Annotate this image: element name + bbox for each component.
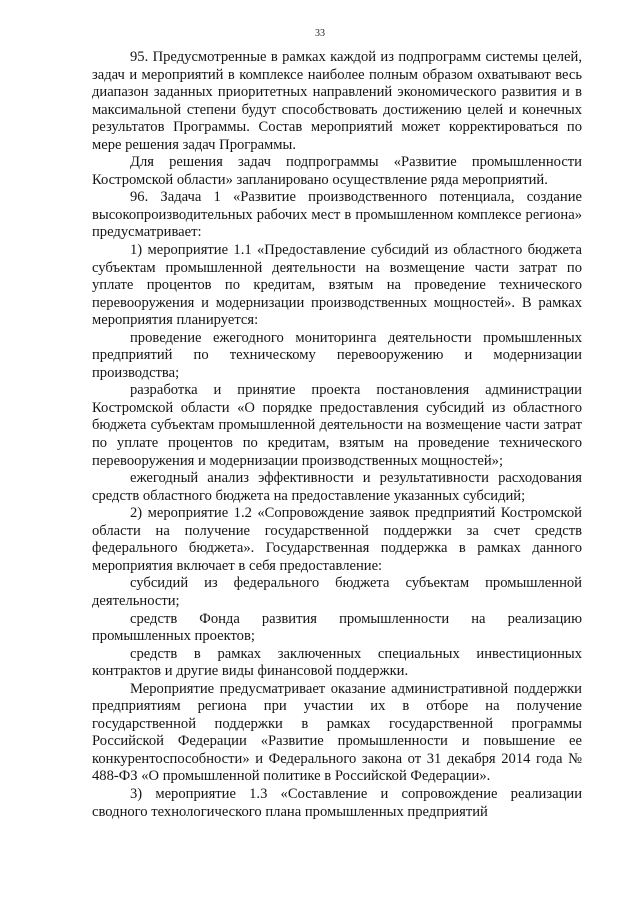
paragraph-annual-analysis: ежегодный анализ эффективности и результативности расходования средств областного бюджета на предоставление указанных субсидий; [92, 470, 582, 504]
paragraph-investment-contracts: средств в рамках заключенных специальных инвестиционных контрактов и другие виды финансовой поддержки. [92, 645, 582, 680]
paragraph-subprogram-intro: Для решения задач подпрограммы «Развитие промышленности Костромской области» запланировано осуществление ряда мероприятий. [92, 154, 582, 188]
paragraph-95: 95. Предусмотренные в рамках каждой из подпрограмм системы целей, задач и мероприятий в комплексе наиболее полным образом охватывают весь диапазон заданных приоритетных направлений экономического развития и в максимальной степени будут способствовать достижению целей и конечных результатов Программы. Состав мероприятий может корректироваться по мере решения задач Программы. [92, 49, 582, 153]
paragraph-federal-subsidies: субсидий из федерального бюджета субъектам промышленной деятельности; [92, 575, 582, 609]
paragraph-measure-1-3: 3) мероприятие 1.3 «Составление и сопровождение реализации сводного технологического плана промышленных предприятий [92, 785, 582, 820]
paragraph-administrative-support: Мероприятие предусматривает оказание административной поддержки предприятиям региона при участии их в отборе на получение государственной поддержки в рамках государственной программы Российской Федерации «Развитие промышленности и повышение ее конкурентоспособности» и Федерального закона от 31 декабря 2014 года № 488-ФЗ «О промышленной политике в Российской Федерации». [92, 680, 582, 785]
body-text [92, 49, 582, 821]
paragraph-measure-1-2: 2) мероприятие 1.2 «Сопровождение заявок предприятий Костромской области на получение государственной поддержки за счет средств федерального бюджета». Государственная поддержка в рамках данного мероприятия включает в себя предоставление: [92, 505, 582, 574]
paragraph-96-task-1: 96. Задача 1 «Развитие производственного потенциала, создание высокопроизводительных рабочих мест в промышленном комплексе региона» предусматривает: [92, 189, 582, 241]
paragraph-resolution-draft: разработка и принятие проекта постановления администрации Костромской области «О порядке предоставления субсидий из областного бюджета субъектам промышленной деятельности на возмещение части затрат по уплате процентов по кредитам, взятым на проведение технического перевооружения и модернизации производственных мощностей»; [92, 382, 582, 469]
paragraph-measure-1-1: 1) мероприятие 1.1 «Предоставление субсидий из областного бюджета субъектам промышленной деятельности на возмещение части затрат по уплате процентов по кредитам, взятым на проведение технического перевооружения и модернизации производственных мощностей». В рамках мероприятия планируется: [92, 242, 582, 329]
paragraph-industry-fund: средств Фонда развития промышленности на реализацию промышленных проектов; [92, 610, 582, 645]
page-number: 33 [315, 28, 325, 39]
paragraph-monitoring: проведение ежегодного мониторинга деятельности промышленных предприятий по техническому перевооружению и модернизации производства; [92, 329, 582, 381]
